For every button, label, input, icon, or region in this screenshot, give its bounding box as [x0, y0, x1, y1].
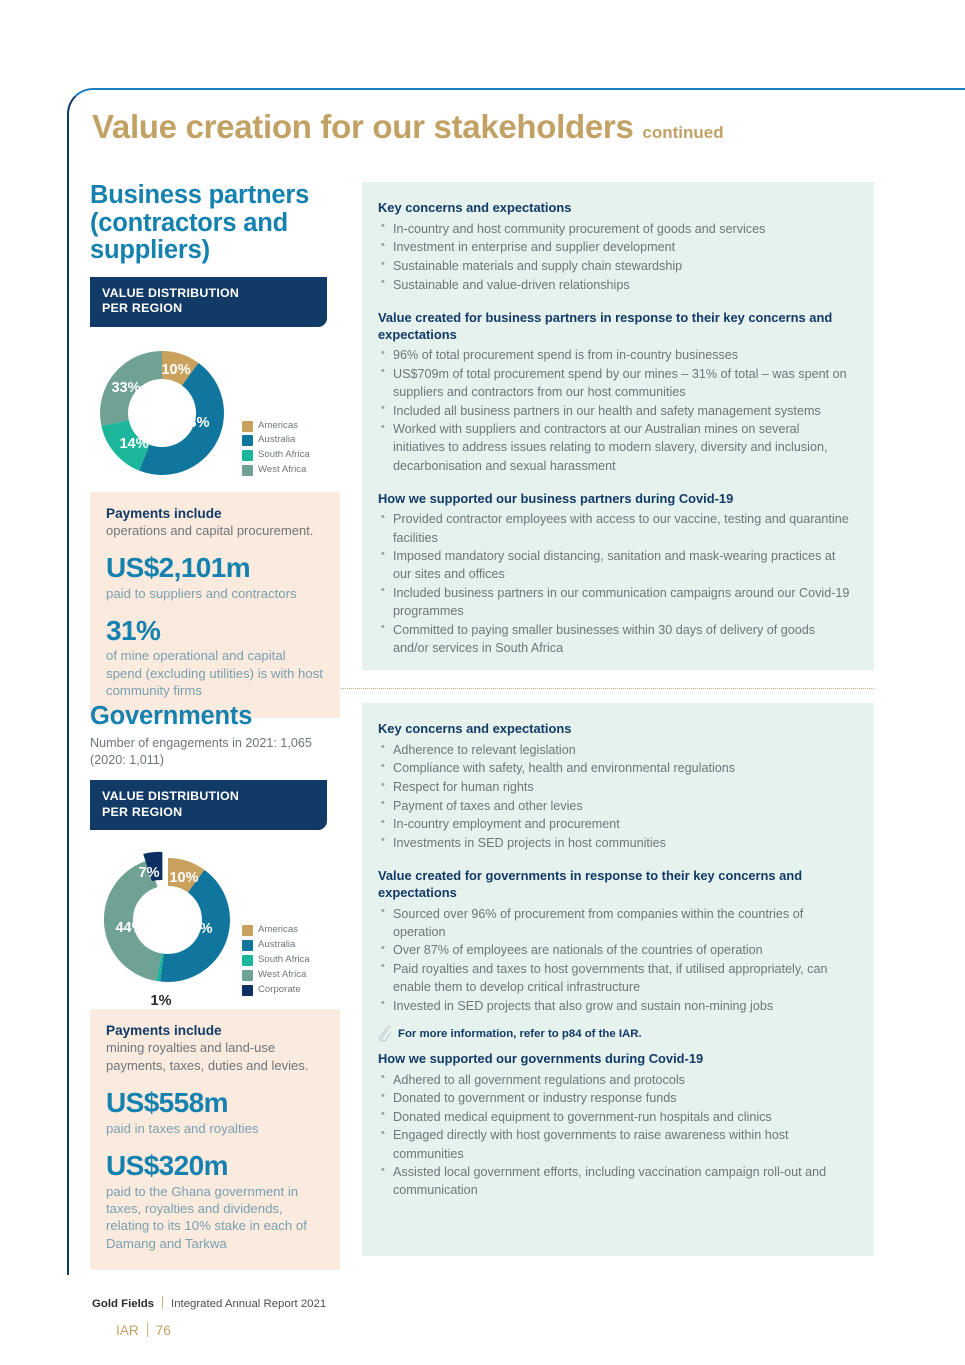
footer-separator [162, 1296, 163, 1309]
svg-text:44%: 44% [115, 920, 145, 937]
reference-link[interactable] [378, 1026, 852, 1042]
list-item: • 96% of total procurement spend is from in-country businesses [380, 346, 852, 364]
footer-iar-label: IAR [116, 1323, 139, 1338]
footer-brand: Gold Fields [92, 1298, 155, 1310]
legend-swatch-australia [242, 940, 253, 951]
legend-swatch-south-africa [242, 450, 253, 461]
covid-heading-2: How we supported our governments during Covid-19 [378, 1050, 704, 1066]
footer-report-name: Integrated Annual Report 2021 [171, 1298, 327, 1310]
legend-label: Australia [258, 434, 296, 446]
list-item: • Worked with suppliers and contractors at our Australian mines on several initiatives to address issues relating to modern slavery, diversity and inclusion, decarbonisation and sexual harassment [380, 420, 852, 474]
legend-item [242, 938, 310, 953]
footer-top-row [92, 1294, 326, 1310]
list-item: • Sourced over 96% of procurement from companies within the countries of operation [380, 905, 852, 941]
payments-card-business-partners [90, 492, 340, 718]
list-item: • US$709m of total procurement spend by our mines – 31% of total – was spent on suppliers and contractors from our host communities [380, 365, 852, 401]
list-item: • Paid royalties and taxes to host governments that, if utilised appropriately, can enable them to develop critical infrastructure [380, 960, 852, 996]
value-created-list-1 [380, 346, 852, 474]
donut-chart-business-partners [90, 341, 340, 486]
payments-stat-2-caption: paid to the Ghana government in taxes, royalties and dividends, relating to its 10% stake in each of Damang and Tarkwa [106, 1183, 307, 1251]
list-item: • Engaged directly with host governments to raise awareness within host communities [380, 1126, 852, 1162]
value-distribution-bar-1 [90, 277, 327, 327]
legend-swatch-australia [242, 435, 253, 446]
legend-label: Americas [258, 419, 298, 431]
page-frame-top-rule [115, 88, 965, 90]
legend-swatch-west-africa [242, 465, 253, 476]
list-item: • Committed to paying smaller businesses within 30 days of delivery of goods and/or services in South Africa [380, 621, 852, 657]
payments-stat-2-value: US$320m [106, 1150, 228, 1182]
svg-text:14%: 14% [119, 435, 149, 452]
footer-separator-2 [147, 1322, 148, 1337]
footer-bottom-row [116, 1320, 326, 1338]
list-item: • Investments in SED projects in host communities [380, 834, 852, 852]
vdr-line1: VALUE DISTRIBUTION [102, 789, 240, 804]
list-item: • Imposed mandatory social distancing, sanitation and mask-wearing practices at our sites and offices [380, 547, 852, 583]
list-item: • Donated medical equipment to government-run hospitals and clinics [380, 1108, 852, 1126]
list-item: • Over 87% of employees are nationals of the countries of operation [380, 941, 852, 959]
list-item: • Invested in SED projects that also grow and sustain non-mining jobs [380, 997, 852, 1015]
governments-left-column [90, 703, 340, 1270]
payments-title: Payments include [106, 1023, 222, 1039]
value-created-list-2 [380, 905, 852, 1015]
list-item: • In-country employment and procurement [380, 815, 852, 833]
donut-legend-2 [242, 923, 310, 997]
governments-panel [362, 703, 874, 1256]
vdr-line2: PER REGION [102, 301, 183, 316]
payments-stat-1-value: US$2,101m [106, 552, 251, 584]
donut-svg-1 [90, 341, 250, 486]
page-footer [92, 1294, 326, 1338]
legend-item [242, 968, 310, 983]
list-item: • Provided contractor employees with access to our vaccine, testing and quarantine facilities [380, 510, 852, 546]
covid-list-1 [380, 510, 852, 657]
concerns-heading-2: Key concerns and expectations [378, 721, 572, 736]
list-item: • In-country and host community procurement of goods and services [380, 220, 852, 238]
legend-item [242, 983, 310, 998]
payments-subtitle: mining royalties and land-use payments, taxes, duties and levies. [106, 1040, 309, 1073]
value-created-heading-2: Value created for governments in response to their key concerns and expectations [378, 868, 803, 900]
page-frame-left-rule [67, 130, 69, 1275]
page-title-text: Value creation for our stakeholders [92, 108, 634, 145]
concerns-heading-1: Key concerns and expectations [378, 200, 572, 215]
legend-label: South Africa [258, 954, 310, 965]
paperclip-icon [378, 1026, 391, 1042]
legend-swatch-corporate [242, 985, 253, 996]
legend-label: Corporate [258, 983, 301, 995]
payments-card-governments [90, 1009, 340, 1270]
donut-svg-2 [90, 840, 260, 1005]
list-item: • Investment in enterprise and supplier development [380, 238, 852, 256]
list-item: • Payment of taxes and other levies [380, 797, 852, 815]
svg-text:43%: 43% [180, 414, 210, 431]
list-item: • Respect for human rights [380, 778, 852, 796]
legend-item [242, 923, 310, 938]
legend-item [242, 419, 310, 434]
list-item: • Included business partners in our communication campaigns around our Covid-19 programmes [380, 584, 852, 620]
covid-list-2 [380, 1071, 852, 1200]
legend-swatch-west-africa [242, 970, 253, 981]
vdr-line1: VALUE DISTRIBUTION [102, 285, 240, 300]
list-item: • Adherence to relevant legislation [380, 741, 852, 759]
payments-stat-2-value: 31% [106, 614, 161, 646]
donut-legend-1 [242, 419, 310, 478]
payments-stat-1-caption: paid in taxes and royalties [106, 1120, 259, 1136]
legend-item [242, 433, 310, 448]
value-distribution-bar-2 [90, 780, 327, 830]
payments-stat-1-caption: paid to suppliers and contractors [106, 585, 297, 601]
legend-label: Australia [258, 939, 296, 951]
business-partners-left-column [90, 182, 340, 718]
payments-title: Payments include [106, 505, 222, 521]
vdr-line2: PER REGION [102, 804, 183, 819]
payments-subtitle: operations and capital procurement. [106, 522, 314, 538]
business-partners-heading: Business partners (contractors and suppliers) [90, 181, 310, 265]
governments-subnote: Number of engagements in 2021: 1,065 (2020: 1,011) [90, 735, 312, 768]
legend-label: West Africa [258, 464, 307, 476]
svg-text:10%: 10% [161, 361, 191, 378]
svg-text:1%: 1% [150, 993, 172, 1006]
list-item: • Included all business partners in our health and safety management systems [380, 402, 852, 420]
list-item: • Adhered to all government regulations and protocols [380, 1071, 852, 1089]
concerns-list-1 [380, 220, 852, 294]
covid-heading-1: How we supported our business partners during Covid-19 [378, 490, 734, 506]
legend-label: Americas [258, 924, 298, 936]
svg-text:7%: 7% [138, 865, 160, 882]
legend-label: West Africa [258, 968, 307, 980]
page-title [92, 108, 724, 146]
list-item: • Donated to government or industry response funds [380, 1089, 852, 1107]
footer-page-number: 76 [155, 1323, 171, 1338]
legend-label: South Africa [258, 449, 310, 461]
list-item: • Assisted local government efforts, including vaccination campaign roll-out and communication [380, 1163, 852, 1199]
legend-swatch-americas [242, 925, 253, 936]
svg-text:37%: 37% [183, 921, 213, 938]
reference-text: For more information, refer to p84 of the IAR. [398, 1027, 642, 1040]
payments-stat-2-caption: of mine operational and capital spend (excluding utilities) is with host community firms [106, 648, 323, 699]
donut-chart-governments [90, 840, 340, 1005]
page-title-continued: continued [642, 123, 724, 142]
governments-heading: Governments [90, 702, 253, 730]
legend-item [242, 448, 310, 463]
payments-stat-1-value: US$558m [106, 1087, 228, 1119]
legend-item [242, 953, 310, 968]
list-item: • Sustainable and value-driven relationships [380, 276, 852, 294]
legend-item [242, 463, 310, 478]
business-partners-panel [362, 182, 874, 670]
list-item: • Compliance with safety, health and environmental regulations [380, 759, 852, 777]
legend-swatch-americas [242, 421, 253, 432]
svg-text:10%: 10% [169, 870, 199, 887]
value-created-heading-1: Value created for business partners in response to their key concerns and expectations [378, 309, 833, 342]
list-item: • Sustainable materials and supply chain stewardship [380, 257, 852, 275]
legend-swatch-south-africa [242, 955, 253, 966]
concerns-list-2 [380, 741, 852, 852]
svg-text:33%: 33% [111, 379, 141, 396]
